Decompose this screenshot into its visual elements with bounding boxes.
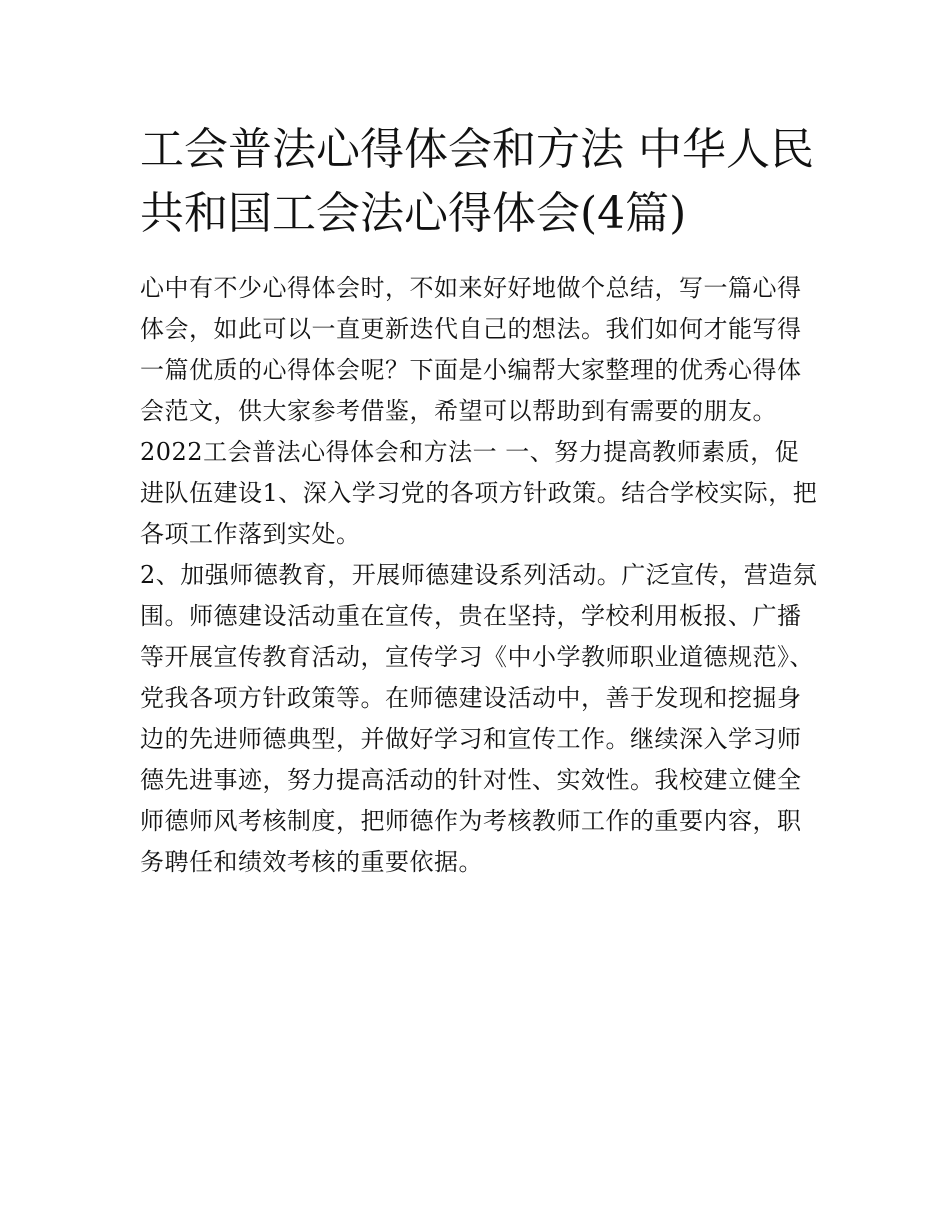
intro-paragraph: 心中有不少心得体会时，不如来好好地做个总结，写一篇心得体会，如此可以一直更新迭代自己的想法。我们如何才能写得一篇优质的心得体会呢？下面是小编帮大家整理的优秀心得体会范文，供大家参考借鉴，希望可以帮助到有需要的朋友。 xyxy=(140,274,802,425)
document-body xyxy=(140,118,820,883)
section-one-paragraph: 2022工会普法心得体会和方法一 一、努力提高教师素质，促进队伍建设1、深入学习党的各项方针政策。结合学校实际，把各项工作落到实处。 xyxy=(140,438,818,548)
document-title: 工会普法心得体会和方法 中华人民共和国工会法心得体会(4篇) xyxy=(140,124,814,239)
teacher-ethics-paragraph: 2、加强师德教育，开展师德建设系列活动。广泛宣传，营造氛围。师德建设活动重在宣传，贵在坚持，学校利用板报、广播等开展宣传教育活动，宣传学习《中小学教师职业道德规范》、党我各项方针政策等。在师德建设活动中，善于发现和挖掘身边的先进师德典型，并做好学习和宣传工作。继续深入学习师德先进事迹，努力提高活动的针对性、实效性。我校建立健全师德师风考核制度，把师德作为考核教师工作的重要内容，职务聘任和绩效考核的重要依据。 xyxy=(140,561,818,876)
